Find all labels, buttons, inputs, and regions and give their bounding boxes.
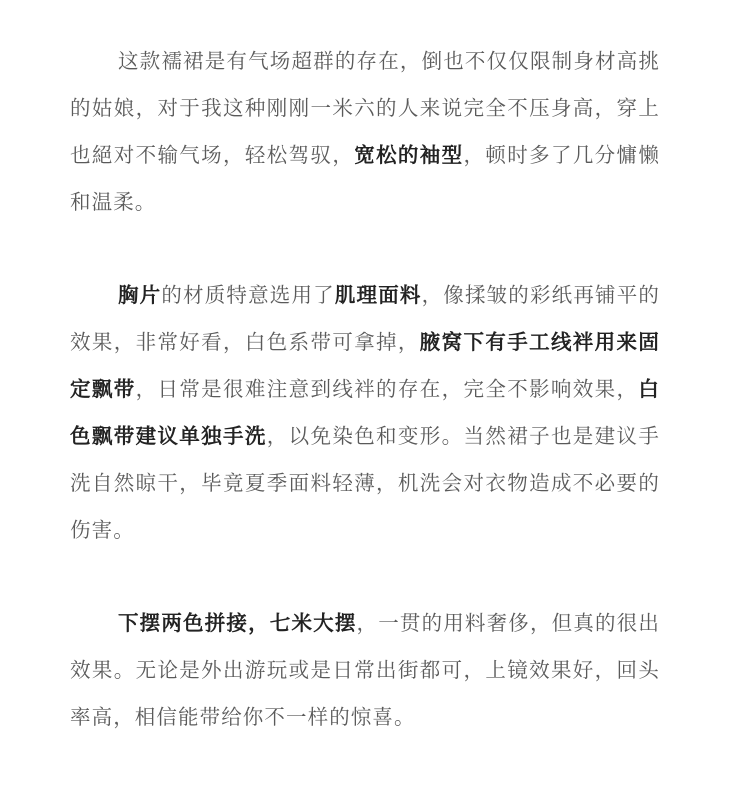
highlight-text: 胸片	[118, 283, 162, 307]
paragraph-text: 的材质特意选用了	[161, 283, 335, 307]
article-body	[70, 38, 660, 741]
paragraph-sleeves	[70, 38, 660, 226]
paragraph-text: ，一贯的用料奢侈，但真的很出效果。无论是外出游玩或是日常出街都可，上镜效果好，回头率高，相信能带给你不一样的惊喜。	[70, 611, 660, 729]
paragraph-text: 这款襦裙是有气场超群的存在，倒也不仅仅限制身材高挑的姑娘，对于我这种刚刚一米六的人来说完全不压身高，穿上也絕对不输气场，轻松驾驭，	[70, 49, 660, 167]
paragraph-text: ，顿时多了几分慵懒和温柔。	[70, 143, 661, 214]
highlight-text: 下摆两色拼接，七米大摆	[118, 611, 357, 635]
highlight-text: 肌理面料	[334, 283, 422, 307]
highlight-text: 腋窝下有手工线袢用来固定飘带	[70, 330, 660, 401]
highlight-text: 白色飘带建议单独手洗	[70, 377, 660, 448]
paragraph-hem	[70, 600, 660, 741]
paragraph-text: ，像揉皱的彩纸再铺平的效果，非常好看，白色系带可拿掉，	[70, 283, 660, 354]
paragraph-text: ，日常是很难注意到线袢的存在，完全不影响效果，	[135, 377, 639, 401]
paragraph-text: ，以免染色和变形。当然裙子也是建议手洗自然晾干，毕竟夏季面料轻薄，机洗会对衣物造成不必要的伤害。	[70, 424, 660, 542]
paragraph-chest-piece	[70, 272, 660, 554]
highlight-text: 宽松的袖型	[354, 143, 464, 167]
